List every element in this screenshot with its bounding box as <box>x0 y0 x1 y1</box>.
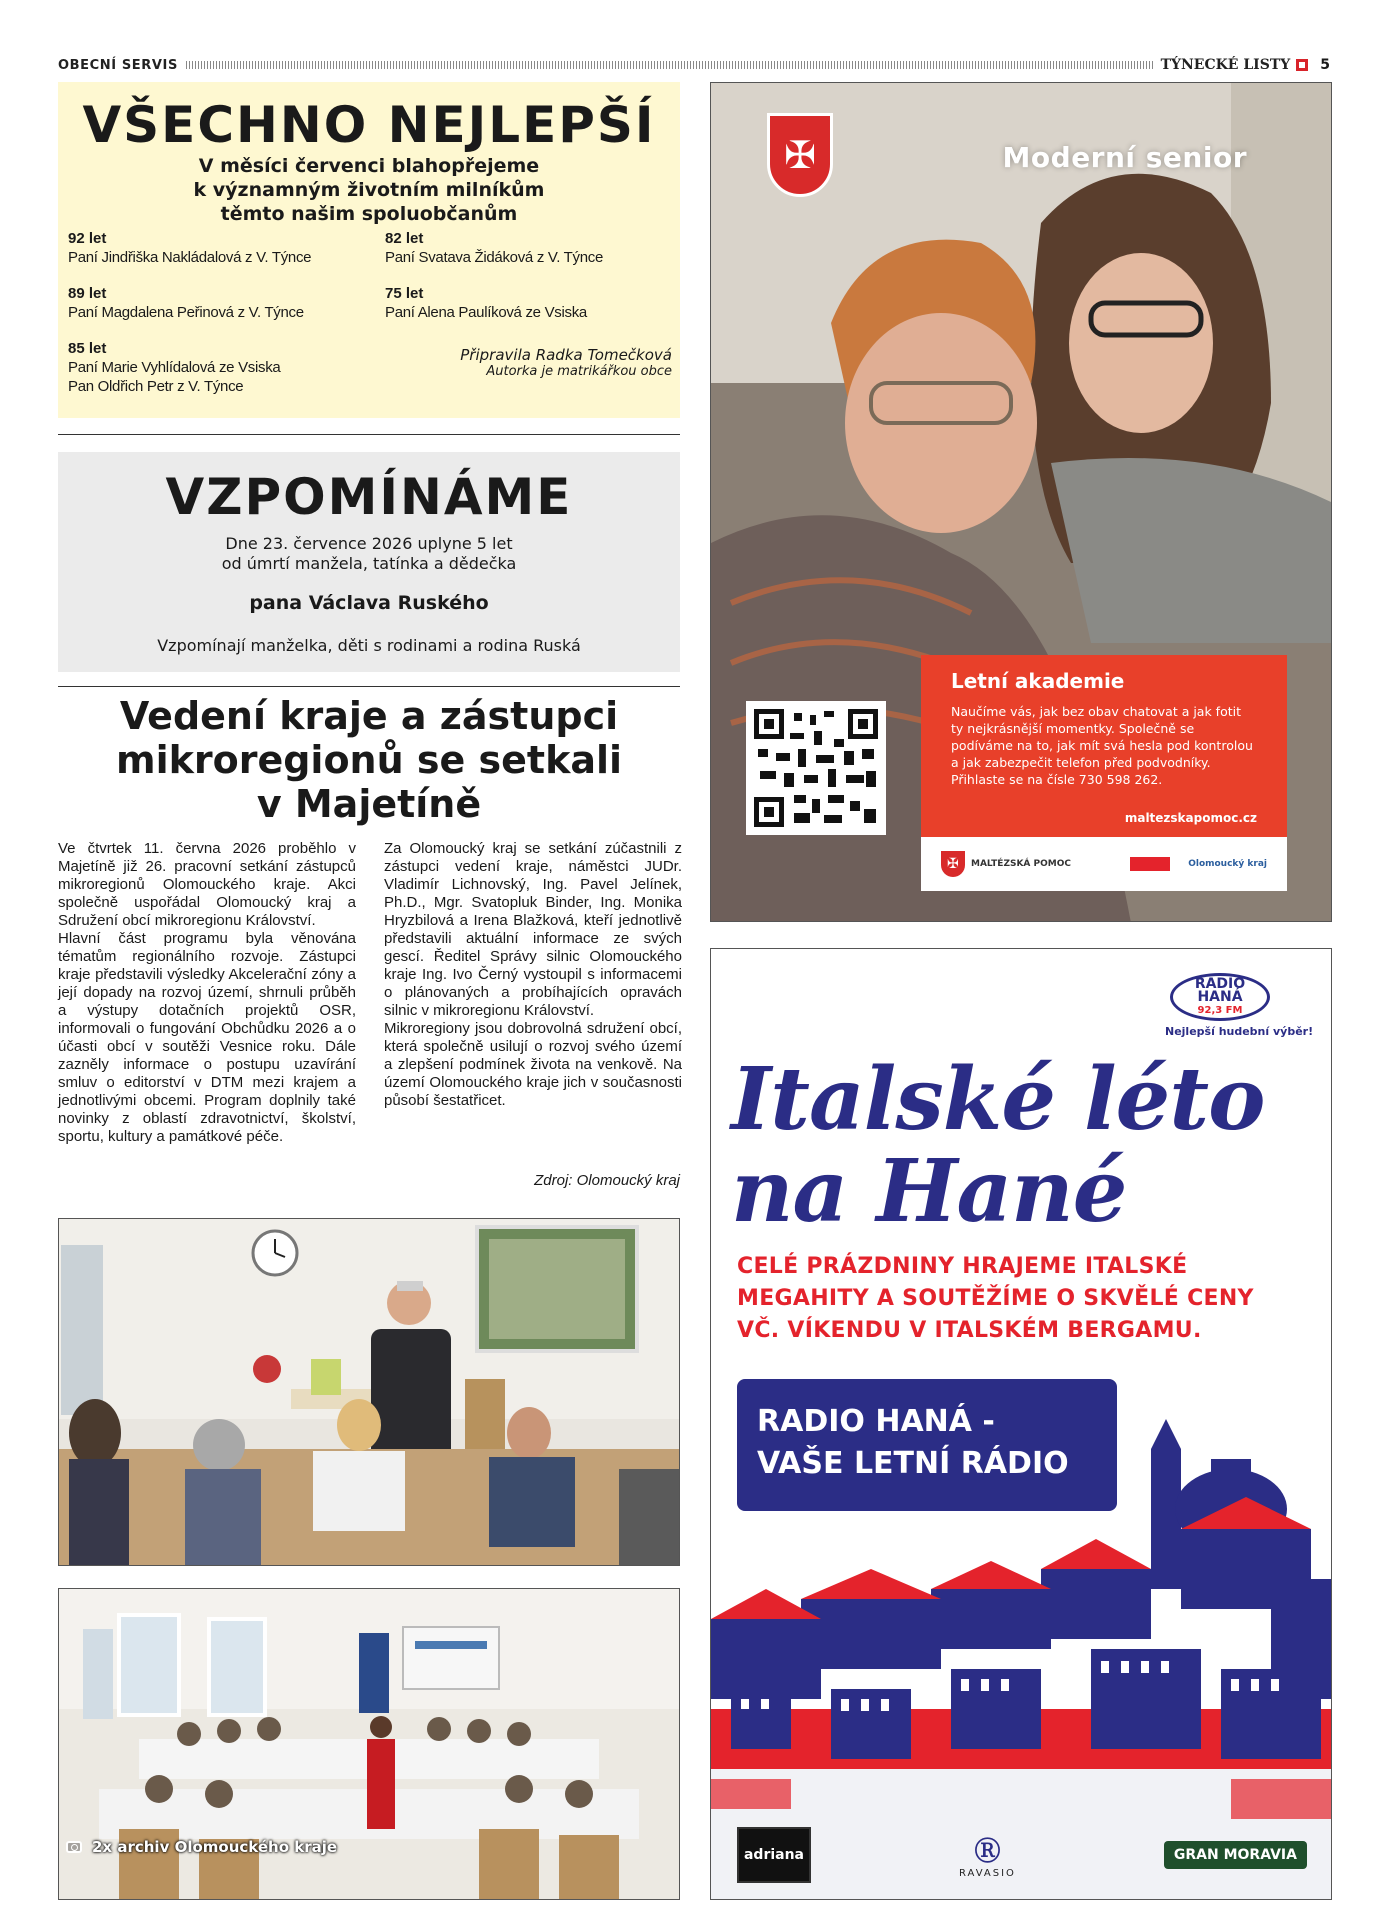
ad-script-line-2: na Hané <box>731 1141 1127 1242</box>
olomouc-region-logo: Olomoucký kraj <box>1188 859 1267 869</box>
headline-line: Vedení kraje a zástupci <box>119 694 619 738</box>
ad-blue-box <box>737 1379 1117 1511</box>
maltese-aid-logo <box>941 851 1071 877</box>
jubilee-list-left <box>68 230 358 414</box>
section-divider <box>58 686 680 687</box>
congratulations-title: VŠECHNO NEJLEPŠÍ <box>82 96 656 154</box>
jubilee-age: 92 let <box>68 230 107 247</box>
box-heading: Letní akademie <box>951 669 1125 693</box>
article-source: Zdroj: Olomoucký kraj <box>534 1172 680 1189</box>
newspaper-title: TÝNECKÉ LISTY <box>1160 57 1291 73</box>
ad-radio-hana <box>710 948 1332 1900</box>
section-label: OBECNÍ SERVIS <box>58 57 178 73</box>
memorial-signature: Vzpomínají manželka, děti s rodinami a rodina Ruská <box>157 636 581 655</box>
qr-code-icon <box>746 701 886 835</box>
blue-box-line: RADIO HANÁ - <box>757 1404 995 1439</box>
jubilee-entry <box>385 285 675 322</box>
article-headline <box>58 694 680 826</box>
memorial-name: pana Václava Ruského <box>249 592 489 614</box>
ad-title: Moderní senior <box>1002 141 1247 174</box>
congratulations-credit <box>460 346 672 379</box>
memorial-box <box>58 452 680 672</box>
subtitle-line: těmto našim spoluobčanům <box>220 203 518 225</box>
camera-icon <box>66 1841 82 1853</box>
headline-line: v Majetíně <box>256 782 482 826</box>
article-column-right <box>384 840 682 1110</box>
ad-script-line-1: Italské léto <box>731 1049 1265 1150</box>
jubilee-age: 82 let <box>385 230 424 247</box>
ad-modern-senior <box>710 82 1332 922</box>
headline-line: mikroregionů se setkali <box>115 738 623 782</box>
congratulations-box <box>58 82 680 418</box>
summer-academy-box <box>921 655 1287 837</box>
ad-red-text <box>737 1251 1307 1347</box>
sponsor-ravasio-logo <box>959 1831 1016 1879</box>
jubilee-age: 85 let <box>68 340 107 357</box>
red-text-line: MEGAHITY A SOUTĚŽÍME O SKVĚLÉ CENY <box>737 1286 1254 1311</box>
jubilee-name: Paní Svatava Židáková z V. Týnce <box>385 249 604 266</box>
red-text-line: VČ. VÍKENDU V ITALSKÉM BERGAMU. <box>737 1318 1202 1343</box>
section-divider <box>58 434 680 435</box>
photo-caption <box>66 1838 337 1856</box>
jubilee-name: Paní Magdalena Peřinová z V. Týnce <box>68 304 304 321</box>
photo-credit: 2x archiv Olomouckého kraje <box>92 1838 338 1856</box>
sponsor-ravasio-text: RAVASIO <box>958 1868 1016 1879</box>
ravasio-r-icon: Ⓡ <box>974 1837 1001 1867</box>
jubilee-name: Paní Jindřiška Nakládalová z V. Týnce <box>68 249 312 266</box>
jubilee-entry <box>68 340 358 396</box>
radio-slogan: Nejlepší hudební výběr! <box>1165 1025 1314 1038</box>
subtitle-line: k významným životním milníkům <box>193 179 545 201</box>
jubilee-list-right <box>385 230 675 340</box>
header-dotted-rule <box>186 61 1153 69</box>
logo-text: MALTÉZSKÁ POMOC <box>971 859 1071 869</box>
jubilee-name: Paní Marie Vyhlídalová ze Vsiska <box>68 359 281 376</box>
article-photo-speaker <box>58 1218 680 1566</box>
box-text: Naučíme vás, jak bez obav chatovat a jak fotit ty nejkrásnější momentky. Společně se podíváme na to, jak mít svá hesla pod kontrolou a jak zabezpečit telefon před podvodníky. <box>951 704 1253 770</box>
radio-logo-text: HANÁ <box>1197 988 1243 1005</box>
newspaper-logo-icon <box>1296 59 1308 71</box>
memorial-text <box>58 534 680 574</box>
radio-logo-oval <box>1170 973 1270 1021</box>
jubilee-age: 89 let <box>68 285 107 302</box>
credit-author: Připravila Radka Tomečková <box>460 346 672 364</box>
ad-sponsors <box>737 1827 1307 1883</box>
memorial-title: VZPOMÍNÁME <box>165 468 573 526</box>
page-number: 5 <box>1320 57 1330 73</box>
ad-url-link[interactable]: maltezskapomoc.cz <box>1124 811 1257 825</box>
memorial-line: od úmrtí manžela, tatínka a dědečka <box>221 554 517 573</box>
jubilee-name: Paní Alena Paulíková ze Vsiska <box>385 304 587 321</box>
jubilee-entry <box>68 285 358 322</box>
congratulations-subtitle <box>58 154 680 226</box>
blue-box-line: VAŠE LETNÍ RÁDIO <box>757 1446 1069 1481</box>
article-paragraph: Hlavní část programu byla věnována tématům regionálního rozvoje. Zástupci kraje představili výsledky Akcelerační zóny a její dopady na rozvoj území, shrnuli průběh a výstupy dotačních projektů OSR, informovali o fungování Obchůdku 2026 a o účasti obcí v soutěži Vesnice roku. Dále zazněly informace o postupu uzavírání smluv o editorství v DTM mezi krajem a jednotlivými obcemi. Program doplnily také novinky z oblastí zdravotnictví, školství, sportu, kultury a památkové péče. <box>58 930 356 1145</box>
radio-hana-logo <box>1165 973 1314 1038</box>
sponsor-adriana-logo: adriana <box>737 1827 811 1883</box>
jubilee-age: 75 let <box>385 285 424 302</box>
article-paragraph: Mikroregiony jsou dobrovolná sdružení obcí, která společně usilují o rozvoj svého území a zlepšení podmínek života na venkově. Na území Olomouckého kraje jich v současnosti působí šestatřicet. <box>384 1020 682 1109</box>
article-paragraph: Za Olomoucký kraj se setkání zúčastnili z zástupci vedení kraje, náměstci JUDr. Vladimír Lichnovský, Ing. Pavel Jelínek, Ph.D., Mgr. Svatopluk Binder, Ing. Monika Hryzbilová a Irena Blažková, kteří jednotlivě představili aktuální informace ze svých gescí. Ředitel Správy silnic Olomouckého kraje Ing. Ivo Černý vystoupil s informacemi o plánovaných a probíhajících opravách silnic v mikroregionu Království. <box>384 840 682 1019</box>
article-paragraph: Ve čtvrtek 11. června 2026 proběhlo v Majetíně již 26. pracovní setkání zástupců mikroregionů Olomouckého kraje. Akci společně uspořádal Olomoucký kraj a Sdružení obcí mikroregionu Království. <box>58 840 356 929</box>
sponsor-logo-icon <box>1130 857 1170 871</box>
article-column-left <box>58 840 356 1146</box>
credit-role: Autorka je matrikářkou obce <box>486 364 672 379</box>
radio-frequency: 92,3 FM <box>1197 1004 1243 1016</box>
red-text-line: CELÉ PRÁZDNINY HRAJEME ITALSKÉ <box>737 1254 1188 1279</box>
box-phone: Přihlaste se na čísle 730 598 262. <box>951 772 1163 787</box>
memorial-line: Dne 23. července 2026 uplyne 5 let <box>225 534 513 553</box>
maltese-cross-logo-icon: ✠ <box>767 113 833 197</box>
jubilee-entry <box>68 230 358 267</box>
subtitle-line: V měsíci červenci blahopřejeme <box>198 155 540 177</box>
sponsor-logos-bar <box>921 837 1287 891</box>
radio-logo-text: RADIO <box>1194 975 1246 992</box>
jubilee-entry <box>385 230 675 267</box>
sponsor-gran-moravia-logo: GRAN MORAVIA <box>1164 1841 1307 1869</box>
page-header <box>58 56 1330 74</box>
jubilee-name: Pan Oldřich Petr z V. Týnce <box>68 378 244 395</box>
maltese-cross-icon: ✠ <box>941 851 965 877</box>
